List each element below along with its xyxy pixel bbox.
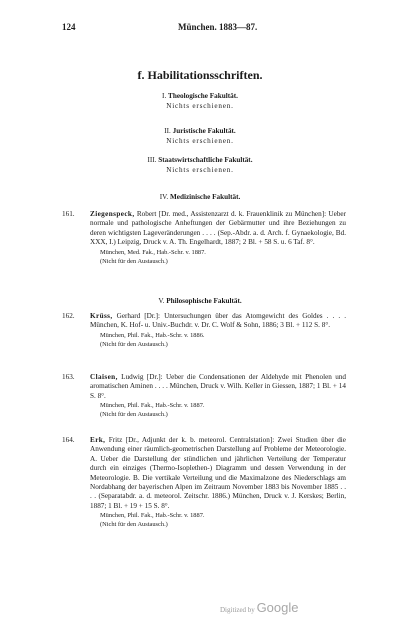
bibliography-entry	[62, 373, 346, 419]
entry-note: (Nicht für den Austausch.)	[100, 340, 168, 348]
entry-note: (Nicht für den Austausch.)	[100, 521, 168, 529]
faculty-heading	[0, 91, 400, 111]
entry-number: 161.	[62, 210, 75, 218]
digitized-watermark	[220, 600, 298, 615]
bibliography-entry	[62, 312, 346, 349]
entry-note: (Nicht für den Austausch.)	[100, 257, 168, 265]
entry-author: Ziegenspeck,	[90, 210, 135, 218]
faculty-note: Nichts erschienen.	[166, 166, 234, 174]
faculty-numeral: V.	[158, 297, 165, 305]
faculty-note: Nichts erschienen.	[166, 102, 234, 110]
faculty-heading	[0, 296, 400, 306]
faculty-name: Philosophische Fakultät.	[166, 297, 242, 305]
faculty-heading	[0, 192, 400, 202]
faculty-numeral: I.	[162, 92, 167, 100]
faculty-numeral: III.	[147, 156, 157, 164]
page-number: 124	[62, 22, 76, 32]
bibliography-entry	[62, 436, 346, 529]
entry-text: Robert [Dr. med., Assistenzarzt d. k. Frauenklinik zu München]: Ueber normale und pathologische Anheftungen der Gebärmutter und ihre Beziehungen zu deren wichtigsten Lageveränderungen . . . . (Sep.-Abdr. a. d. Arch. f. Gynaekologie, Bd. XXX, I.) Leipzig, Druck v. A. Th. Engelhardt, 1887; 2 Bl. + 58 S. u. 6 Taf. 8°.	[90, 210, 346, 247]
entry-note: (Nicht für den Austausch.)	[100, 411, 168, 419]
faculty-numeral: IV.	[159, 193, 169, 201]
faculty-name: Theologische Fakultät.	[168, 92, 238, 100]
entry-note: München, Med. Fak., Hab.-Schr. v. 1887.	[100, 248, 206, 256]
entry-text: Fritz [Dr., Adjunkt der k. b. meteorol. Centralstation]: Zwei Studien über die Anwendung einer räumlich-geometrischen Darstellung auf Probleme der Meteorologie. A. Ueber die Darstellung der stündlichen und jährlichen Verteilung der Temperatur durch ein einziges (Thermo-Isoplethen-) Diagramm und dessen Verwendung in der Meteorologie. B. Die vertikale Verteilung und die Maximalzone des Niederschlags am Nordabhang der bayerischen Alpen im Zeitraum November 1883 bis November 1885 . . . . (Separatabdr. a. d. meteorol. Zeitschr. 1886.) München, Druck v. J. Kerskes; Berlin, 1887; 1 Bl. + 19 + 15 S. 8°.	[90, 436, 346, 510]
faculty-heading	[0, 126, 400, 146]
running-head: München. 1883—87.	[178, 22, 258, 32]
watermark-prefix: Digitized by	[220, 606, 255, 614]
entry-author: Krüss,	[90, 312, 113, 320]
entry-note: München, Phil. Fak., Hab.-Schr. v. 1887.	[100, 402, 205, 410]
faculty-name: Staatswirtschaftliche Fakultät.	[158, 156, 253, 164]
entry-author: Claisen,	[90, 373, 118, 381]
running-header	[0, 22, 400, 34]
bibliography-entry	[62, 210, 346, 266]
faculty-name: Medizinische Fakultät.	[169, 193, 241, 201]
entry-author: Erk,	[90, 436, 106, 444]
entry-number: 162.	[62, 312, 75, 320]
faculty-name: Juristische Fakultät.	[172, 127, 236, 135]
entry-note: München, Phil. Fak., Hab.-Schr. v. 1886.	[100, 331, 205, 339]
entry-number: 163.	[62, 373, 75, 381]
entry-text: Ludwig [Dr.]: Ueber die Condensationen der Aldehyde mit Phenolen und aromatischen Aminen . . . . München, Druck v. Wilh. Keller in Giessen, 1887; 1 Bl. + 14 S. 8°.	[90, 373, 347, 400]
faculty-numeral: II.	[164, 127, 171, 135]
entry-number: 164.	[62, 436, 75, 444]
entry-text: Gerhard [Dr.]: Untersuchungen über das Atomgewicht des Goldes . . . . München, K. Hof- u. Univ.-Buchdr. v. Dr. C. Wolf & Sohn, 1886; 3 Bl. + 112 S. 8°.	[90, 312, 346, 330]
faculty-note: Nichts erschienen.	[166, 137, 234, 145]
google-logo: Google	[256, 600, 299, 615]
faculty-heading	[0, 155, 400, 175]
entry-note: München, Phil. Fak., Hab.-Schr. v. 1887.	[100, 512, 205, 520]
section-title: f. Habilitationsschriften.	[137, 68, 263, 82]
